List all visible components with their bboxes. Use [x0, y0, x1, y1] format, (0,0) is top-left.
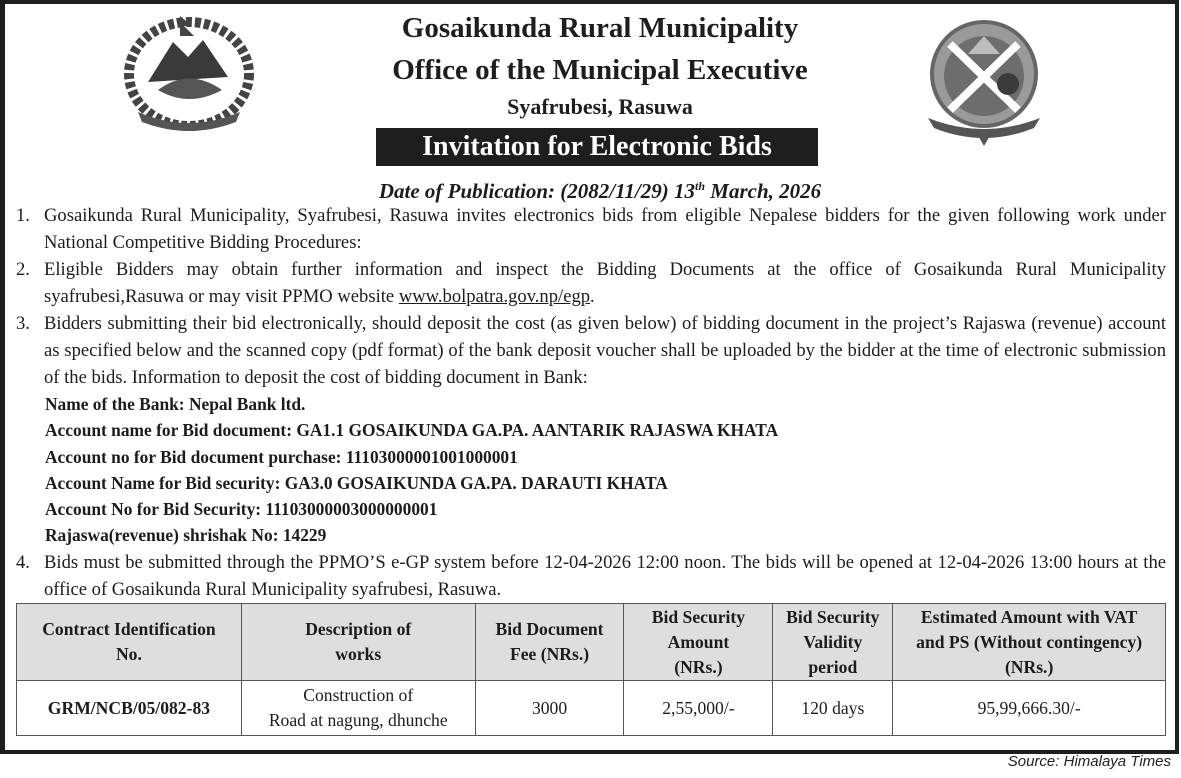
cell-bid-security-amount: 2,55,000/-	[624, 681, 773, 736]
header-line: Estimated Amount with VAT	[920, 606, 1138, 627]
revenue-shrishak-no: Rajaswa(revenue) shrishak No: 14229	[45, 525, 327, 546]
nepal-emblem-icon	[118, 12, 260, 142]
bid-security-account-no: Account No for Bid Security: 11103000003000000001	[45, 499, 438, 520]
municipality-emblem-logo	[918, 14, 1050, 148]
municipality-emblem-icon	[918, 14, 1050, 148]
publication-date-suffix: March, 2026	[705, 179, 822, 203]
bids-table	[16, 603, 1166, 736]
org-name: Gosaikunda Rural Municipality	[401, 12, 799, 44]
bid-doc-account-name: Account name for Bid document: GA1.1 GOSAIKUNDA GA.PA. AANTARIK RAJASWA KHATA	[45, 420, 779, 441]
header-line: works	[335, 644, 382, 664]
ppmo-website-link[interactable]: www.bolpatra.gov.np/egp	[398, 286, 591, 307]
location: Syafrubesi, Rasuwa	[507, 94, 693, 119]
clause-1	[16, 202, 1166, 256]
col-header-contract-id	[17, 604, 242, 681]
clause-text-part: .	[590, 286, 595, 307]
table-row	[17, 681, 1166, 736]
clause-text-part: Eligible Bidders may obtain further information and inspect the Bidding Documents at the office of Gosaikunda Rural Municipality syafrubesi,Rasuwa or may visit PPMO website	[44, 259, 1166, 307]
source-credit: Source: Himalaya Times	[1007, 753, 1171, 770]
bank-name: Name of the Bank: Nepal Bank ltd.	[45, 394, 306, 414]
clause-text	[44, 256, 1166, 310]
office-name: Office of the Municipal Executive	[392, 54, 808, 86]
header-line: Description of	[305, 619, 412, 639]
header-line: (NRs.)	[674, 656, 723, 677]
header-line: and PS (Without contingency)	[916, 631, 1143, 652]
description-line: Road at nagung, dhunche	[268, 710, 448, 730]
clause-text: Bids must be submitted through the PPMO’S e-GP system before 12-04-2026 12:00 noon. The bids will be opened at 12-04-2026 13:00 hours at the office of Gosaikunda Rural Municipality syafrubesi, Rasuwa.	[44, 551, 1166, 600]
bid-doc-account-no: Account no for Bid document purchase: 11103000001001000001	[45, 446, 518, 467]
cell-bid-security-validity: 120 days	[773, 681, 893, 736]
bank-details	[16, 391, 1166, 549]
clause-text: Gosaikunda Rural Municipality, Syafrubesi, Rasuwa invites electronics bids from eligible Nepalese bidders for the given following work under National Competitive Bidding Procedures:	[44, 205, 1166, 253]
header-line: No.	[115, 644, 142, 664]
notice-body	[16, 202, 1166, 603]
header-line: Fee (NRs.)	[509, 644, 590, 664]
publication-date	[300, 172, 900, 205]
clause-number: 2.	[16, 259, 30, 280]
nepal-emblem-logo	[118, 12, 260, 142]
header-line: Contract Identification	[42, 619, 216, 639]
cell-description	[241, 681, 475, 736]
cell-bid-doc-fee: 3000	[475, 681, 624, 736]
header-line: (NRs.)	[1004, 656, 1054, 677]
header-line: Amount	[667, 631, 730, 652]
header-line: period	[808, 656, 858, 677]
cell-estimated-amount: 95,99,666.30/-	[893, 681, 1166, 736]
publication-date-prefix: Date of Publication: (2082/11/29) 13	[378, 179, 696, 203]
header-line: Validity	[803, 631, 863, 652]
cell-contract-id: GRM/NCB/05/082-83	[17, 681, 242, 736]
clause-number: 1.	[16, 205, 30, 226]
header-line: Bid Security	[786, 606, 880, 627]
header-line: Bid Security	[651, 606, 746, 627]
col-header-estimated-amount	[893, 604, 1166, 681]
clause-number: 3.	[16, 313, 30, 334]
col-header-description	[241, 604, 475, 681]
col-header-bid-doc-fee	[475, 604, 624, 681]
header-line: Bid Document	[495, 619, 604, 639]
clause-3	[16, 310, 1166, 391]
publication-date-sup: th	[695, 179, 706, 193]
clause-2	[16, 256, 1166, 310]
table-header-row	[17, 604, 1166, 681]
col-header-bid-security-validity	[773, 604, 893, 681]
col-header-bid-security-amount	[624, 604, 773, 681]
description-line: Construction of	[303, 685, 414, 705]
clause-text: Bidders submitting their bid electronically, should deposit the cost (as given below) of bidding document in the project’s Rajaswa (revenue) account as specified below and the scanned copy (pdf format) of the bank deposit voucher shall be uploaded by the bidder at the time of electronic submission of the bids. Information to deposit the cost of bidding document in Bank:	[44, 313, 1166, 388]
notice-title-banner: Invitation for Electronic Bids	[376, 128, 818, 166]
bid-security-account-name: Account Name for Bid security: GA3.0 GOSAIKUNDA GA.PA. DARAUTI KHATA	[45, 472, 668, 493]
clause-4	[16, 549, 1166, 603]
clause-number: 4.	[16, 551, 30, 573]
